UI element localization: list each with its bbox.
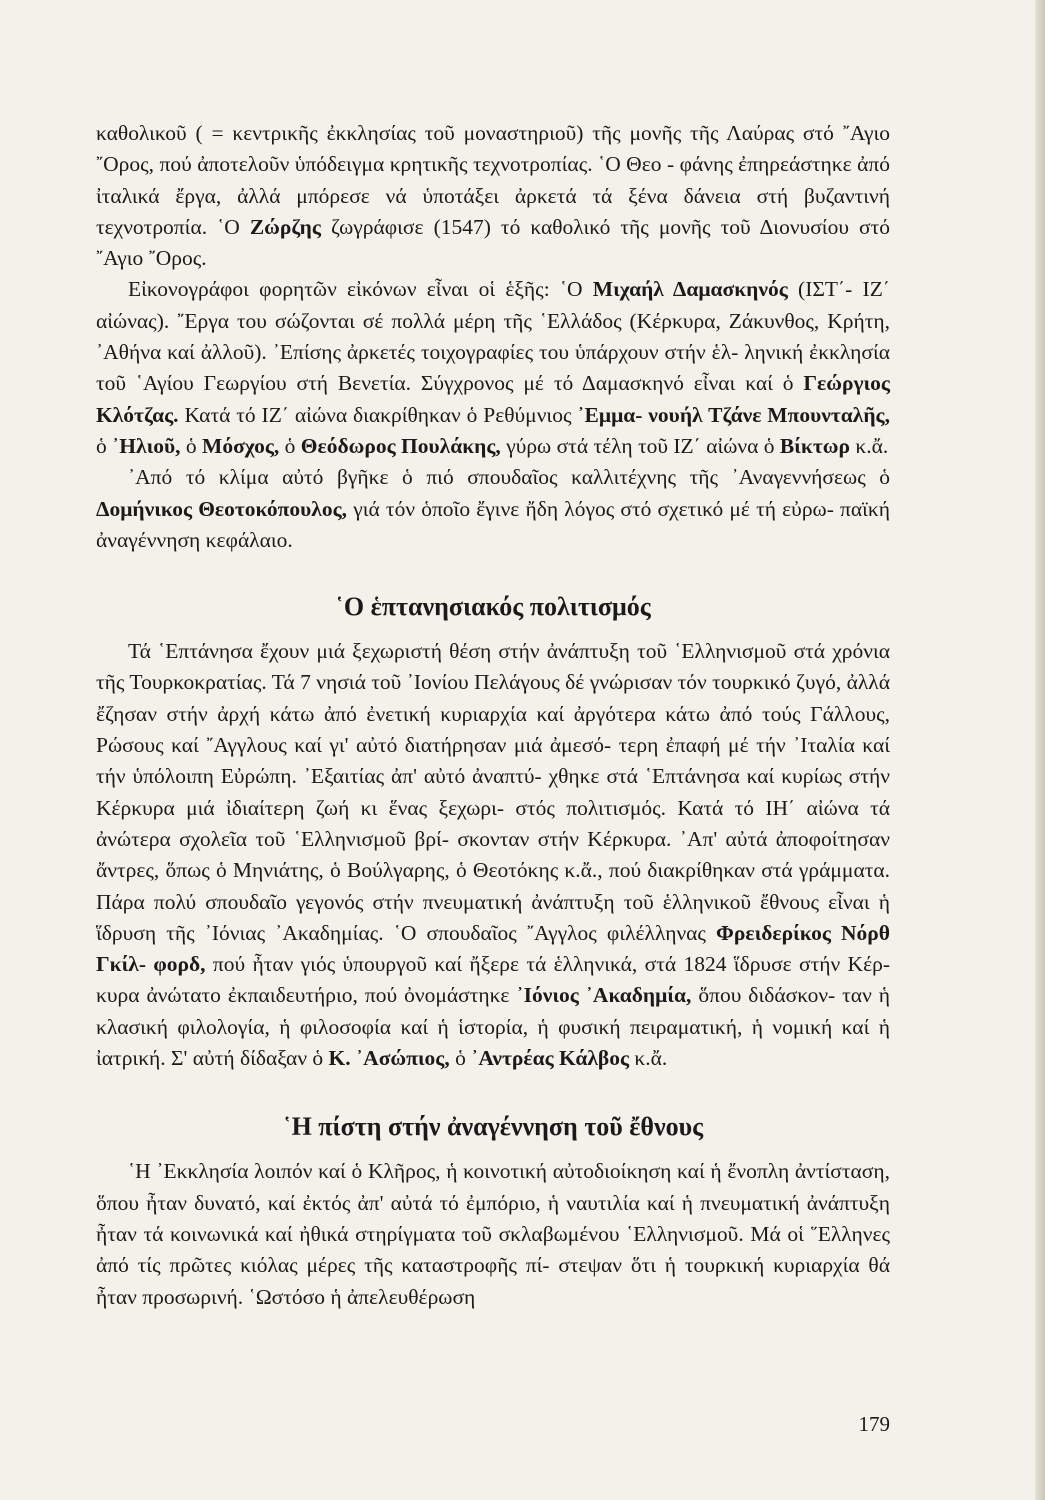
paragraph-ionian-civilization: Τά ῾Επτάνησα ἔχουν μιά ξεχωριστή θέση στήν ἀνάπτυξη τοῦ ῾Ελληνισμοῦ στά χρόνια τῆς Τουρκοκρατίας. Τά 7 νησιά τοῦ ᾿Ιονίου Πελάγους δέ γνώρισαν τόν τουρκικό ζυγό, ἀλλά ἔζησαν στήν ἀρχή κάτω ἀπό ἐνετική κυριαρχία καί ἀργότερα κάτω ἀπό τούς Γάλλους, Ρώσους καί ῎Αγγλους καί γι' αὐτό διατήρησαν μιά ἀμεσό- τερη ἐπαφή μέ τήν ᾿Ιταλία καί τήν ὑπόλοιπη Εὐρώπη. ᾿Εξαιτίας ἀπ' αὐτό ἀναπτύ- χθηκε στά ῾Επτάνησα καί κυρίως στήν Κέρκυρα μιά ἰδιαίτερη ζωή κι ἕνας ξεχωρι- στός πολιτισμός. Κατά τό ΙΗ΄ αἰώνα τά ἀνώτερα σχολεῖα τοῦ ῾Ελληνισμοῦ βρί- σκονταν στήν Κέρκυρα. ᾿Απ' αὐτά ἀποφοίτησαν ἄντρες, ὅπως ὁ Μηνιάτης, ὁ Βούλγαρης, ὁ Θεοτόκης κ.ἄ., πού διακρίθηκαν στά γράμματα. Πάρα πολύ σπουδαῖο γεγονός στήν πνευματική ἀνάπτυξη τοῦ ἑλληνικοῦ ἔθνους εἶναι ἡ ἵδρυση τῆς ᾿Ιόνιας ᾿Ακαδημίας. ῾Ο σπουδαῖος ῎Αγγλος φιλέλληνας Φρειδερίκος Νόρθ Γκίλ- φορδ, πού ἦταν γιός ὑπουργοῦ καί ἤξερε τά ἑλληνικά, στά 1824 ἵδρυσε στήν Κέρ- κυρα ἀνώτατο ἐκπαιδευτήριο, πού ὀνομάστηκε ᾿Ιόνιος ᾿Ακαδημία, ὅπου διδάσκον- ταν ἡ κλασική φιλολογία, ἡ φιλοσοφία καί ἡ ἱστορία, ἡ φυσική πειραματική, ἡ νομική καί ἡ ἰατρική. Σ' αὐτή δίδαξαν ὁ Κ. ᾿Ασώπιος, ὁ ᾿Αντρέας Κάλβος κ.ἄ. [96,639,891,1071]
name-guilford: Φρειδερίκος Νόρθ Γκίλ- φορδ, [96,920,890,977]
name-ilioy: ᾿Ηλιοῦ, [112,433,181,458]
paragraph-faith-rebirth: ῾Η ᾿Εκκλησία λοιπόν καί ὁ Κλῆρος, ἡ κοινοτική αὐτοδιοίκηση καί ἡ ἔνοπλη ἀντίσταση, ὅπου ἦταν δυνατό, καί ἐκτός ἀπ' αὐτά τό ἐμπόριο, ἡ ναυτιλία καί ἡ πνευματική ἀνάπτυξη ἦταν τά κοινωνικά καί ἠθικά στηρίγματα τοῦ σκλαβωμένου ῾Ελληνισμοῦ. Μά οἱ ῞Ελληνες ἀπό τίς πρῶτες κιόλας μέρες τῆς καταστροφῆς πί- στεψαν ὅτι ἡ τουρκική κυριαρχία θά ἦταν προσωρινή. ῾Ωστόσο ἡ ἀπελευθέρωση [96,1159,890,1309]
name-theotokopoulos: Δομήνικος Θεοτοκόπουλος, [96,496,348,521]
name-zorzis: Ζώρζης [249,214,321,239]
page-number: 179 [858,1412,890,1436]
paragraph-theotokopoulos: ᾿Από τό κλίμα αὐτό βγῆκε ὁ πιό σπουδαῖος καλλιτέχνης τῆς ᾿Αναγεννήσεως ὁ Δομήνικος Θεοτοκόπουλος, γιά τόν ὁποῖο ἔγινε ἤδη λόγος στό σχετικό μέ τή εὐρω- παϊκή ἀναγέννηση κεφάλαιο. [96,465,891,552]
name-viktor: Βίκτωρ [779,433,850,458]
paragraph-lavra: καθολικοῦ ( = κεντρικῆς ἐκκλησίας τοῦ μοναστηριοῦ) τῆς μονῆς τῆς Λαύρας στό ῎Αγιο ῎Ορος, πού ἀποτελοῦν ὑπόδειγμα κρητικῆς τεχνοτροπίας. ῾Ο Θεο - φάνης ἐπηρεάστηκε ἀπό ἰταλικά ἔργα, ἀλλά μπόρεσε νά ὑποτάξει ἀρκετά τά ξένα δάνεια στή βυζαντινή τεχνοτροπία. ῾Ο Ζώρζης ζωγράφισε (1547) τό καθολικό τῆς μονῆς τοῦ Διονυσίου στό ῎Αγιο ῎Ορος. [96,121,890,271]
name-kalvos: ᾿Αντρέας Κάλβος [471,1046,630,1071]
section-heading-ionian: ῾Ο ἑπτανησιακός πολιτισμός [335,592,651,622]
term-ionian-academy: ᾿Ιόνιος ᾿Ακαδημία, [516,983,692,1008]
name-klotzas: Γεώργιος Κλότζας. [96,371,890,427]
name-tzane: ᾿Εμμα- νουήλ Τζάνε Μπουνταλῆς, [577,402,891,427]
name-damaskinos: Μιχαήλ Δαμασκηνός [592,277,788,302]
paragraph-icon-painters: Εἰκονογράφοι φορητῶν εἰκόνων εἶναι οἱ ἑξῆς: ῾Ο Μιχαήλ Δαμασκηνός (ΙΣΤ΄- ΙΖ΄ αἰώνας). ῎Εργα του σώζονται σέ πολλά μέρη τῆς ῾Ελλάδος (Κέρκυρα, Ζάκυνθος, Κρήτη, ᾿Αθήνα καί ἀλλοῦ). ᾿Επίσης ἀρκετές τοιχογραφίες του ὑπάρχουν στήν ἑλ- ληνική ἐκκλησία τοῦ ῾Αγίου Γεωργίου στή Βενετία. Σύγχρονος μέ τό Δαμασκηνό εἶναι καί ὁ Γεώργιος Κλότζας. Κατά τό ΙΖ΄ αἰώνα διακρίθηκαν ὁ Ρεθύμνιος ᾿Εμμα- νουήλ Τζάνε Μπουνταλῆς, ὁ ᾿Ηλιοῦ, ὁ Μόσχος, ὁ Θεόδωρος Πουλάκης, γύρω στά τέλη τοῦ ΙΖ΄ αἰώνα ὁ Βίκτωρ κ.ἄ. [96,277,891,458]
name-asopios: Κ. ᾿Ασώπιος, [328,1046,450,1071]
name-poulakis: Θεόδωρος Πουλάκης, [300,433,501,458]
page-edge [1035,0,1045,1500]
page-content [96,118,890,1313]
name-moschos: Μόσχος, [202,433,280,458]
section-heading-faith: ῾Η πίστη στήν ἀναγέννηση τοῦ ἔθνους [282,1112,704,1142]
